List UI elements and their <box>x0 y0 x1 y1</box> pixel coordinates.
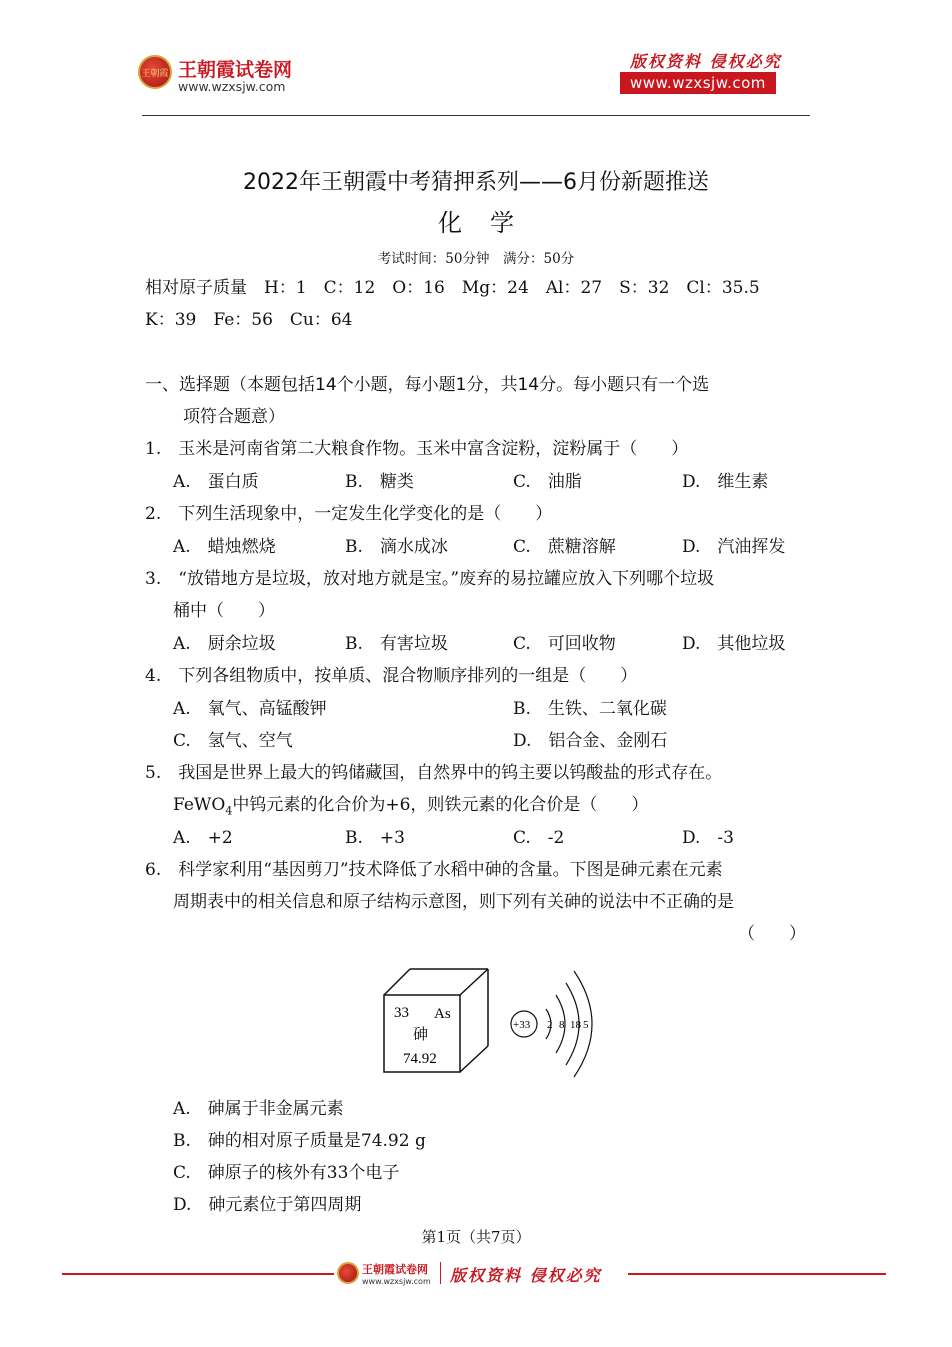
element-symbol: As <box>434 1006 451 1022</box>
question-5-cont <box>173 793 648 823</box>
site-logo: 王朝霞 <box>138 55 172 89</box>
url-banner[interactable]: www.wzxsjw.com <box>620 72 776 94</box>
q5-option-b[interactable]: B. +3 <box>345 828 405 848</box>
shell-2-electrons: 8 <box>559 1019 565 1031</box>
shell-3-electrons: 18 <box>570 1019 581 1031</box>
question-6: 6. 科学家利用“基因剪刀”技术降低了水稻中砷的含量。下图是砷元素在元素 <box>145 860 723 880</box>
q6-option-d[interactable]: D. 砷元素位于第四周期 <box>173 1195 362 1215</box>
footer-divider-right <box>628 1273 886 1275</box>
page-number: 第1页（共7页） <box>421 1228 531 1246</box>
question-6-cont: 周期表中的相关信息和原子结构示意图，则下列有关砷的说法中不正确的是 <box>173 892 734 912</box>
footer-separator <box>440 1262 441 1284</box>
q4-option-c[interactable]: C. 氢气、空气 <box>173 731 293 751</box>
q5-option-a[interactable]: A. +2 <box>173 828 233 848</box>
question-3-cont: 桶中（ ） <box>173 601 275 621</box>
question-6-blank: （ ） <box>738 924 806 944</box>
atom-structure <box>511 971 592 1077</box>
brand-name: 王朝霞试卷网 <box>178 59 293 81</box>
q3-option-c[interactable]: C. 可回收物 <box>513 634 616 654</box>
q4-option-b[interactable]: B. 生铁、二氧化碳 <box>513 699 667 719</box>
nucleus-charge: +33 <box>513 1019 531 1031</box>
header-divider <box>142 115 810 116</box>
question-5-rest: 中钨元素的化合价为+6，则铁元素的化合价是（ ） <box>232 795 649 815</box>
q6-option-c[interactable]: C. 砷原子的核外有33个电子 <box>173 1163 400 1183</box>
atomic-mass: 74.92 <box>403 1051 437 1067</box>
q6-option-b[interactable]: B. 砷的相对原子质量是74.92 g <box>173 1131 426 1151</box>
q4-option-a[interactable]: A. 氧气、高锰酸钾 <box>173 699 327 719</box>
question-5: 5. 我国是世界上最大的钨储藏国，自然界中的钨主要以钨酸盐的形式存在。 <box>145 763 723 783</box>
atomic-masses-line1: 相对原子质量 H：1 C：12 O：16 Mg：24 Al：27 S：32 Cl：35.5 <box>145 278 760 298</box>
exam-title: 2022年王朝霞中考猜押系列——6月份新题推送 <box>243 170 709 195</box>
q2-option-d[interactable]: D. 汽油挥发 <box>682 537 786 557</box>
shell-4-electrons: 5 <box>583 1019 589 1031</box>
question-3: 3. “放错地方是垃圾，放对地方就是宝。”废弃的易拉罐应放入下列哪个垃圾 <box>145 569 715 589</box>
q4-option-d[interactable]: D. 铝合金、金刚石 <box>513 731 668 751</box>
brand-url[interactable]: www.wzxsjw.com <box>178 79 286 94</box>
question-4: 4. 下列各组物质中，按单质、混合物顺序排列的一组是（ ） <box>145 666 638 686</box>
footer-logo <box>337 1262 359 1284</box>
q6-option-a[interactable]: A. 砷属于非金属元素 <box>173 1099 344 1119</box>
q3-option-a[interactable]: A. 厨余垃圾 <box>173 634 276 654</box>
question-2: 2. 下列生活现象中，一定发生化学变化的是（ ） <box>145 504 553 524</box>
footer-rights-notice: 版权资料 侵权必究 <box>450 1266 602 1285</box>
q1-option-b[interactable]: B. 糖类 <box>345 472 414 492</box>
atomic-number: 33 <box>394 1005 409 1021</box>
footer-brand-url[interactable]: www.wzxsjw.com <box>362 1277 431 1286</box>
q1-option-d[interactable]: D. 维生素 <box>682 472 769 492</box>
q1-option-c[interactable]: C. 油脂 <box>513 472 582 492</box>
subject-title: 化学 <box>438 209 542 237</box>
q2-option-c[interactable]: C. 蔗糖溶解 <box>513 537 616 557</box>
formula-base: FeWO <box>173 795 226 815</box>
element-figure <box>380 965 610 1085</box>
q3-option-b[interactable]: B. 有害垃圾 <box>345 634 448 654</box>
shell-1-electrons: 2 <box>547 1019 553 1031</box>
footer-divider-left <box>62 1273 334 1275</box>
section-heading-cont: 项符合题意） <box>183 407 285 427</box>
element-name: 砷 <box>413 1025 429 1043</box>
section-heading: 一、选择题（本题包括14个小题，每小题1分，共14分。每小题只有一个选 <box>145 375 710 395</box>
atomic-masses-line2: K：39 Fe：56 Cu：64 <box>145 310 353 330</box>
q2-option-a[interactable]: A. 蜡烛燃烧 <box>173 537 276 557</box>
q1-option-a[interactable]: A. 蛋白质 <box>173 472 259 492</box>
rights-notice: 版权资料 侵权必究 <box>630 52 782 71</box>
question-1: 1. 玉米是河南省第二大粮食作物。玉米中富含淀粉，淀粉属于（ ） <box>145 439 689 459</box>
exam-info: 考试时间：50分钟 满分：50分 <box>377 251 575 267</box>
q2-option-b[interactable]: B. 滴水成冰 <box>345 537 448 557</box>
footer-brand-name: 王朝霞试卷网 <box>362 1263 428 1276</box>
formula-subscript: 4 <box>225 804 233 818</box>
q5-option-c[interactable]: C. -2 <box>513 828 565 848</box>
q5-option-d[interactable]: D. -3 <box>682 828 734 848</box>
q3-option-d[interactable]: D. 其他垃圾 <box>682 634 786 654</box>
